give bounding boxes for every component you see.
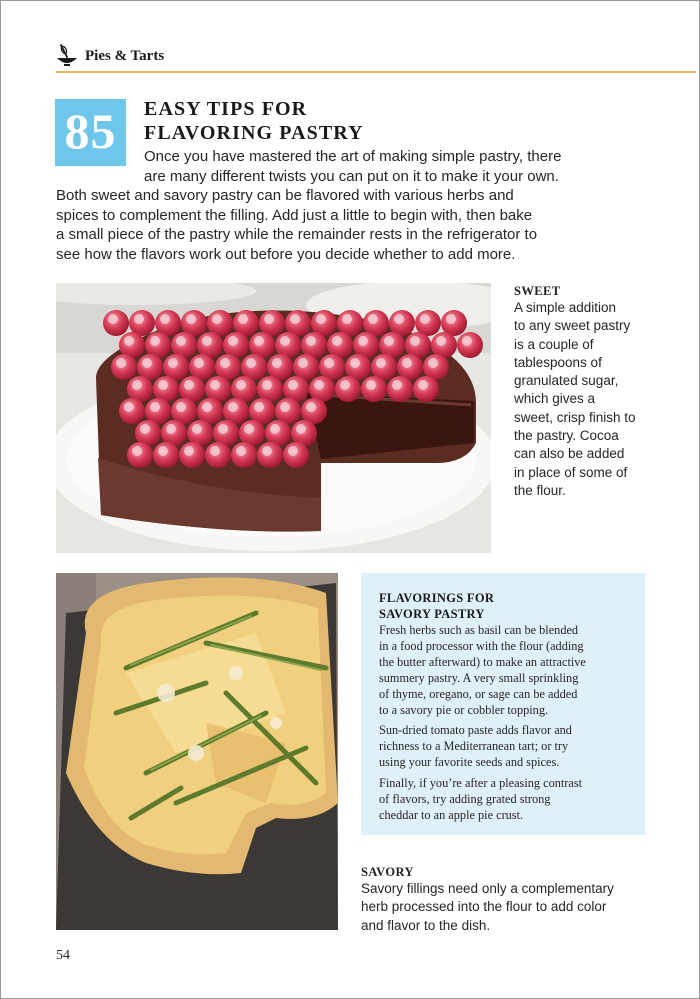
sugar-dusting <box>446 314 456 324</box>
savory-box-line: summery pastry. A very small sprinkling <box>379 670 579 685</box>
savory-box-line: of flavors, try adding grated strong <box>379 792 551 807</box>
sugar-dusting <box>184 446 194 456</box>
savory-box-line: using your favorite seeds and spices. <box>379 755 560 770</box>
sugar-dusting <box>254 402 264 412</box>
sugar-dusting <box>436 336 446 346</box>
sugar-dusting <box>202 336 212 346</box>
sugar-dusting <box>210 446 220 456</box>
sugar-dusting <box>218 424 228 434</box>
savory-line: Savory fillings need only a complementary <box>361 881 614 896</box>
sweet-line: sweet, crisp finish to <box>514 409 636 425</box>
intro-line: see how the flavors work out before you decide whether to add more. <box>56 245 516 263</box>
sugar-dusting <box>342 314 352 324</box>
tip-title <box>144 97 664 145</box>
sugar-dusting <box>298 358 308 368</box>
savory-text <box>361 880 661 935</box>
savory-box-line: cheddar to an apple pie crust. <box>379 807 524 822</box>
sweet-text <box>514 299 689 500</box>
whisk-bowl-icon <box>56 44 78 68</box>
sugar-dusting <box>168 358 178 368</box>
savory-line: and flavor to the dish. <box>361 917 491 933</box>
sweet-line: in place of some of <box>514 464 628 480</box>
sugar-dusting <box>288 446 298 456</box>
sugar-dusting <box>238 314 248 324</box>
sweet-section <box>514 283 689 500</box>
sugar-dusting <box>160 314 170 324</box>
sugar-dusting <box>272 358 282 368</box>
header-rule <box>56 71 696 73</box>
sugar-dusting <box>254 336 264 346</box>
savory-box-line: the butter afterward) to make an attractive <box>379 654 586 669</box>
sugar-dusting <box>270 424 280 434</box>
sugar-dusting <box>358 336 368 346</box>
sugar-dusting <box>108 314 118 324</box>
sugar-dusting <box>158 446 168 456</box>
sugar-dusting <box>228 402 238 412</box>
sweet-line: granulated sugar, <box>514 373 619 389</box>
savory-heading: SAVORY <box>361 865 414 879</box>
savory-box-line: Fresh herbs such as basil can be blended <box>379 623 579 637</box>
section-title: Pies & Tarts <box>85 48 165 64</box>
sweet-line: is a couple of <box>514 336 594 352</box>
sugar-dusting <box>186 314 196 324</box>
savory-box-heading-line: SAVORY PASTRY <box>379 607 485 621</box>
savory-box-line: Sun-dried tomato paste adds flavor and <box>379 723 572 738</box>
sugar-dusting <box>202 402 212 412</box>
sugar-dusting <box>376 358 386 368</box>
sugar-dusting <box>296 424 306 434</box>
page-header <box>56 42 696 70</box>
sugar-dusting <box>210 380 220 390</box>
savory-section <box>361 864 661 935</box>
sweet-line: the flour. <box>514 482 566 498</box>
sugar-dusting <box>246 358 256 368</box>
sugar-dusting <box>150 336 160 346</box>
tip-title-line: EASY TIPS FOR <box>144 98 308 120</box>
sugar-dusting <box>236 380 246 390</box>
sugar-dusting <box>262 446 272 456</box>
sugar-dusting <box>340 380 350 390</box>
sugar-dusting <box>116 358 126 368</box>
savory-line: herb processed into the flour to add color <box>361 899 607 915</box>
savory-box-body <box>379 623 639 824</box>
sugar-dusting <box>236 446 246 456</box>
sweet-line: tablespoons of <box>514 354 602 370</box>
sugar-dusting <box>314 380 324 390</box>
intro-line: a small piece of the pastry while the remainder rests in the refrigerator to <box>56 226 538 243</box>
sugar-dusting <box>158 380 168 390</box>
sugar-dusting <box>324 358 334 368</box>
sugar-dusting <box>142 358 152 368</box>
sugar-dusting <box>368 314 378 324</box>
sugar-dusting <box>132 446 142 456</box>
savory-box-heading <box>379 590 494 622</box>
sugar-dusting <box>150 402 160 412</box>
sugar-dusting <box>212 314 222 324</box>
tip-title-line: FLAVORING PASTRY <box>144 122 364 144</box>
intro-paragraph <box>56 147 646 264</box>
asparagus-quiche-photo <box>56 573 338 930</box>
savory-box-line: in a food processor with the flour (adding <box>379 638 584 653</box>
sugar-dusting <box>392 380 402 390</box>
sweet-line: to any sweet pastry <box>514 318 631 334</box>
savory-box-heading-line: FLAVORINGS FOR <box>379 591 495 605</box>
sweet-line: the pastry. Cocoa <box>514 428 619 444</box>
sugar-dusting <box>428 358 438 368</box>
sugar-dusting <box>132 380 142 390</box>
savory-box-line: of thyme, oregano, or sage can be added <box>379 686 578 701</box>
raspberry-chocolate-tart-photo <box>56 283 491 553</box>
sugar-dusting <box>394 314 404 324</box>
sugar-dusting <box>134 314 144 324</box>
sugar-dusting <box>184 380 194 390</box>
sugar-dusting <box>280 402 290 412</box>
sugar-dusting <box>420 314 430 324</box>
sweet-line: A simple addition <box>514 300 617 315</box>
intro-line: are many different twists you can put on it to make it your own. <box>144 167 559 185</box>
sugar-dusting <box>288 380 298 390</box>
intro-line: Once you have mastered the art of making simple pastry, there <box>144 148 562 165</box>
sugar-dusting <box>366 380 376 390</box>
sugar-dusting <box>140 424 150 434</box>
intro-line: spices to complement the filling. Add just a little to begin with, then bake <box>56 206 533 224</box>
savory-box-line: richness to a Mediterranean tart; or try <box>379 739 569 754</box>
sugar-dusting <box>244 424 254 434</box>
sugar-dusting <box>290 314 300 324</box>
sugar-dusting <box>220 358 230 368</box>
sugar-dusting <box>316 314 326 324</box>
sweet-line: can also be added <box>514 446 625 462</box>
sugar-dusting <box>264 314 274 324</box>
sugar-dusting <box>384 336 394 346</box>
sugar-dusting <box>410 336 420 346</box>
savory-flavorings-box <box>361 573 645 835</box>
sugar-dusting <box>280 336 290 346</box>
sweet-heading: SWEET <box>514 284 561 298</box>
sugar-dusting <box>176 336 186 346</box>
intro-line: Both sweet and savory pastry can be flavored with various herbs and <box>56 187 514 204</box>
savory-box-line: to a savory pie or cobbler topping. <box>379 702 549 717</box>
sugar-dusting <box>262 380 272 390</box>
sugar-dusting <box>462 336 472 346</box>
sugar-dusting <box>418 380 428 390</box>
sugar-dusting <box>124 336 134 346</box>
sugar-dusting <box>166 424 176 434</box>
tip-number: 85 <box>64 103 117 159</box>
savory-box-line: Finally, if you’re after a pleasing contrast <box>379 776 583 791</box>
sugar-dusting <box>176 402 186 412</box>
sugar-dusting <box>402 358 412 368</box>
sugar-dusting <box>306 402 316 412</box>
sugar-dusting <box>124 402 134 412</box>
page-number: 54 <box>56 948 70 963</box>
sugar-dusting <box>228 336 238 346</box>
sugar-dusting <box>350 358 360 368</box>
sweet-line: which gives a <box>514 391 596 407</box>
sugar-dusting <box>332 336 342 346</box>
sugar-dusting <box>192 424 202 434</box>
sugar-dusting <box>194 358 204 368</box>
sugar-dusting <box>306 336 316 346</box>
